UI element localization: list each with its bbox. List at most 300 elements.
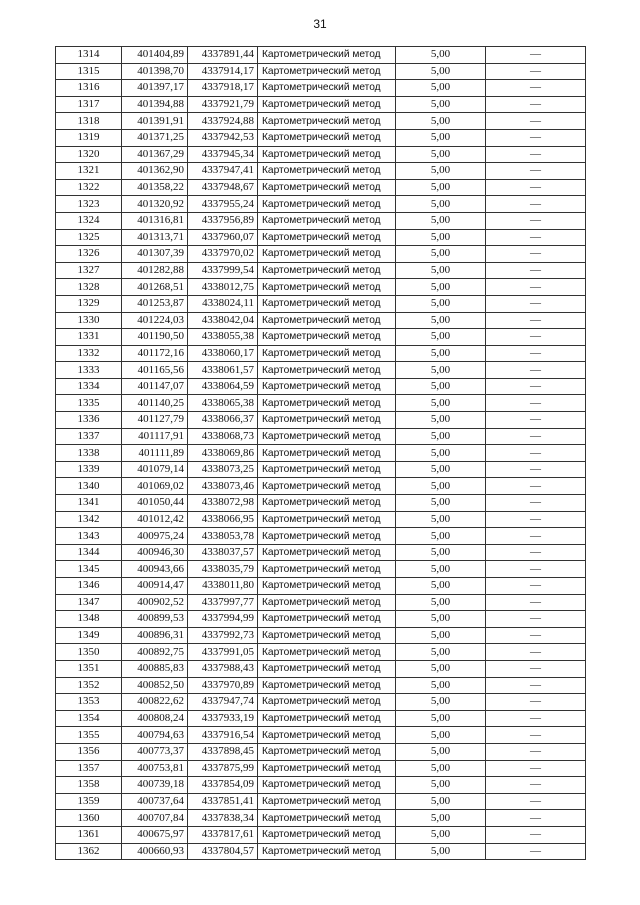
table-row (56, 511, 586, 528)
table-row (56, 146, 586, 163)
y-coordinate-cell: 4338073,46 (188, 478, 258, 495)
x-coordinate-cell: 400794,63 (122, 727, 188, 744)
y-coordinate-cell: 4338068,73 (188, 428, 258, 445)
method-cell: Картометрический метод (258, 710, 396, 727)
note-cell: — (486, 362, 586, 379)
y-coordinate-cell: 4337970,89 (188, 677, 258, 694)
point-number-cell: 1341 (56, 495, 122, 512)
method-cell: Картометрический метод (258, 329, 396, 346)
x-coordinate-cell: 401111,89 (122, 445, 188, 462)
y-coordinate-cell: 4337804,57 (188, 843, 258, 860)
x-coordinate-cell: 400852,50 (122, 677, 188, 694)
method-cell: Картометрический метод (258, 793, 396, 810)
point-number-cell: 1314 (56, 47, 122, 64)
point-number-cell: 1322 (56, 179, 122, 196)
point-number-cell: 1342 (56, 511, 122, 528)
table-row (56, 378, 586, 395)
note-cell: — (486, 113, 586, 130)
point-number-cell: 1346 (56, 578, 122, 595)
y-coordinate-cell: 4338069,86 (188, 445, 258, 462)
accuracy-cell: 5,00 (396, 113, 486, 130)
x-coordinate-cell: 400975,24 (122, 528, 188, 545)
x-coordinate-cell: 401404,89 (122, 47, 188, 64)
accuracy-cell: 5,00 (396, 511, 486, 528)
x-coordinate-cell: 401224,03 (122, 312, 188, 329)
y-coordinate-cell: 4337817,61 (188, 826, 258, 843)
accuracy-cell: 5,00 (396, 743, 486, 760)
note-cell: — (486, 528, 586, 545)
point-number-cell: 1334 (56, 378, 122, 395)
note-cell: — (486, 777, 586, 794)
note-cell: — (486, 627, 586, 644)
point-number-cell: 1359 (56, 793, 122, 810)
method-cell: Картометрический метод (258, 810, 396, 827)
y-coordinate-cell: 4337994,99 (188, 611, 258, 628)
y-coordinate-cell: 4337991,05 (188, 644, 258, 661)
x-coordinate-cell: 401394,88 (122, 96, 188, 113)
note-cell: — (486, 727, 586, 744)
point-number-cell: 1340 (56, 478, 122, 495)
x-coordinate-cell: 401172,16 (122, 345, 188, 362)
accuracy-cell: 5,00 (396, 826, 486, 843)
method-cell: Картометрический метод (258, 660, 396, 677)
y-coordinate-cell: 4337916,54 (188, 727, 258, 744)
y-coordinate-cell: 4337851,41 (188, 793, 258, 810)
note-cell: — (486, 96, 586, 113)
table-row (56, 196, 586, 213)
method-cell: Картометрический метод (258, 677, 396, 694)
point-number-cell: 1348 (56, 611, 122, 628)
note-cell: — (486, 129, 586, 146)
table-row (56, 428, 586, 445)
method-cell: Картометрический метод (258, 47, 396, 64)
note-cell: — (486, 295, 586, 312)
accuracy-cell: 5,00 (396, 279, 486, 296)
method-cell: Картометрический метод (258, 644, 396, 661)
y-coordinate-cell: 4337898,45 (188, 743, 258, 760)
note-cell: — (486, 412, 586, 429)
point-number-cell: 1352 (56, 677, 122, 694)
note-cell: — (486, 63, 586, 80)
table-row (56, 710, 586, 727)
y-coordinate-cell: 4338035,79 (188, 561, 258, 578)
method-cell: Картометрический метод (258, 179, 396, 196)
method-cell: Картометрический метод (258, 743, 396, 760)
table-row (56, 362, 586, 379)
y-coordinate-cell: 4338055,38 (188, 329, 258, 346)
x-coordinate-cell: 401313,71 (122, 229, 188, 246)
table-row (56, 163, 586, 180)
table-row (56, 47, 586, 64)
y-coordinate-cell: 4338073,25 (188, 461, 258, 478)
point-number-cell: 1351 (56, 660, 122, 677)
table-row (56, 445, 586, 462)
x-coordinate-cell: 401398,70 (122, 63, 188, 80)
method-cell: Картометрический метод (258, 212, 396, 229)
table-row (56, 229, 586, 246)
y-coordinate-cell: 4337947,41 (188, 163, 258, 180)
x-coordinate-cell: 401307,39 (122, 246, 188, 263)
point-number-cell: 1316 (56, 80, 122, 97)
x-coordinate-cell: 400902,52 (122, 594, 188, 611)
table-row (56, 544, 586, 561)
accuracy-cell: 5,00 (396, 47, 486, 64)
point-number-cell: 1337 (56, 428, 122, 445)
method-cell: Картометрический метод (258, 561, 396, 578)
table-row (56, 345, 586, 362)
point-number-cell: 1325 (56, 229, 122, 246)
accuracy-cell: 5,00 (396, 627, 486, 644)
accuracy-cell: 5,00 (396, 179, 486, 196)
table-row (56, 113, 586, 130)
note-cell: — (486, 660, 586, 677)
point-number-cell: 1350 (56, 644, 122, 661)
table-row (56, 826, 586, 843)
table-row (56, 279, 586, 296)
y-coordinate-cell: 4337970,02 (188, 246, 258, 263)
point-number-cell: 1361 (56, 826, 122, 843)
method-cell: Картометрический метод (258, 279, 396, 296)
accuracy-cell: 5,00 (396, 495, 486, 512)
point-number-cell: 1360 (56, 810, 122, 827)
point-number-cell: 1329 (56, 295, 122, 312)
method-cell: Картометрический метод (258, 262, 396, 279)
note-cell: — (486, 80, 586, 97)
method-cell: Картометрический метод (258, 163, 396, 180)
accuracy-cell: 5,00 (396, 63, 486, 80)
method-cell: Картометрический метод (258, 478, 396, 495)
method-cell: Картометрический метод (258, 694, 396, 711)
table-row (56, 412, 586, 429)
accuracy-cell: 5,00 (396, 412, 486, 429)
x-coordinate-cell: 401397,17 (122, 80, 188, 97)
accuracy-cell: 5,00 (396, 329, 486, 346)
table-row (56, 246, 586, 263)
table-row (56, 395, 586, 412)
table-row (56, 611, 586, 628)
table-row (56, 179, 586, 196)
table-row (56, 528, 586, 545)
note-cell: — (486, 561, 586, 578)
method-cell: Картометрический метод (258, 528, 396, 545)
note-cell: — (486, 694, 586, 711)
note-cell: — (486, 644, 586, 661)
method-cell: Картометрический метод (258, 196, 396, 213)
x-coordinate-cell: 400753,81 (122, 760, 188, 777)
coordinates-table (55, 46, 586, 860)
x-coordinate-cell: 400896,31 (122, 627, 188, 644)
x-coordinate-cell: 400943,66 (122, 561, 188, 578)
x-coordinate-cell: 401140,25 (122, 395, 188, 412)
table-row (56, 677, 586, 694)
method-cell: Картометрический метод (258, 727, 396, 744)
accuracy-cell: 5,00 (396, 544, 486, 561)
table-row (56, 694, 586, 711)
method-cell: Картометрический метод (258, 312, 396, 329)
accuracy-cell: 5,00 (396, 345, 486, 362)
note-cell: — (486, 677, 586, 694)
y-coordinate-cell: 4338066,37 (188, 412, 258, 429)
x-coordinate-cell: 400914,47 (122, 578, 188, 595)
x-coordinate-cell: 400773,37 (122, 743, 188, 760)
y-coordinate-cell: 4338060,17 (188, 345, 258, 362)
y-coordinate-cell: 4337960,07 (188, 229, 258, 246)
accuracy-cell: 5,00 (396, 611, 486, 628)
table-row (56, 295, 586, 312)
accuracy-cell: 5,00 (396, 163, 486, 180)
point-number-cell: 1353 (56, 694, 122, 711)
note-cell: — (486, 196, 586, 213)
x-coordinate-cell: 401127,79 (122, 412, 188, 429)
note-cell: — (486, 810, 586, 827)
note-cell: — (486, 262, 586, 279)
y-coordinate-cell: 4337948,67 (188, 179, 258, 196)
accuracy-cell: 5,00 (396, 760, 486, 777)
point-number-cell: 1317 (56, 96, 122, 113)
x-coordinate-cell: 400822,62 (122, 694, 188, 711)
point-number-cell: 1315 (56, 63, 122, 80)
x-coordinate-cell: 400899,53 (122, 611, 188, 628)
accuracy-cell: 5,00 (396, 843, 486, 860)
x-coordinate-cell: 401320,92 (122, 196, 188, 213)
note-cell: — (486, 611, 586, 628)
point-number-cell: 1358 (56, 777, 122, 794)
point-number-cell: 1330 (56, 312, 122, 329)
method-cell: Картометрический метод (258, 146, 396, 163)
note-cell: — (486, 312, 586, 329)
method-cell: Картометрический метод (258, 760, 396, 777)
y-coordinate-cell: 4337891,44 (188, 47, 258, 64)
table-row (56, 644, 586, 661)
x-coordinate-cell: 401371,25 (122, 129, 188, 146)
y-coordinate-cell: 4337921,79 (188, 96, 258, 113)
accuracy-cell: 5,00 (396, 594, 486, 611)
note-cell: — (486, 461, 586, 478)
y-coordinate-cell: 4337988,43 (188, 660, 258, 677)
x-coordinate-cell: 400739,18 (122, 777, 188, 794)
note-cell: — (486, 179, 586, 196)
accuracy-cell: 5,00 (396, 810, 486, 827)
note-cell: — (486, 445, 586, 462)
accuracy-cell: 5,00 (396, 96, 486, 113)
accuracy-cell: 5,00 (396, 378, 486, 395)
y-coordinate-cell: 4338066,95 (188, 511, 258, 528)
point-number-cell: 1328 (56, 279, 122, 296)
note-cell: — (486, 495, 586, 512)
x-coordinate-cell: 400675,97 (122, 826, 188, 843)
x-coordinate-cell: 401367,29 (122, 146, 188, 163)
x-coordinate-cell: 401050,44 (122, 495, 188, 512)
note-cell: — (486, 212, 586, 229)
note-cell: — (486, 428, 586, 445)
x-coordinate-cell: 400885,83 (122, 660, 188, 677)
x-coordinate-cell: 401362,90 (122, 163, 188, 180)
y-coordinate-cell: 4338064,59 (188, 378, 258, 395)
x-coordinate-cell: 400737,64 (122, 793, 188, 810)
note-cell: — (486, 710, 586, 727)
point-number-cell: 1319 (56, 129, 122, 146)
method-cell: Картометрический метод (258, 461, 396, 478)
y-coordinate-cell: 4338061,57 (188, 362, 258, 379)
method-cell: Картометрический метод (258, 428, 396, 445)
note-cell: — (486, 511, 586, 528)
accuracy-cell: 5,00 (396, 129, 486, 146)
y-coordinate-cell: 4338024,11 (188, 295, 258, 312)
x-coordinate-cell: 400660,93 (122, 843, 188, 860)
method-cell: Картометрический метод (258, 777, 396, 794)
table-row (56, 561, 586, 578)
point-number-cell: 1345 (56, 561, 122, 578)
note-cell: — (486, 793, 586, 810)
point-number-cell: 1355 (56, 727, 122, 744)
table-row (56, 312, 586, 329)
accuracy-cell: 5,00 (396, 793, 486, 810)
point-number-cell: 1333 (56, 362, 122, 379)
method-cell: Картометрический метод (258, 511, 396, 528)
y-coordinate-cell: 4338011,80 (188, 578, 258, 595)
x-coordinate-cell: 401069,02 (122, 478, 188, 495)
method-cell: Картометрический метод (258, 378, 396, 395)
point-number-cell: 1344 (56, 544, 122, 561)
table-row (56, 129, 586, 146)
accuracy-cell: 5,00 (396, 710, 486, 727)
point-number-cell: 1320 (56, 146, 122, 163)
method-cell: Картометрический метод (258, 295, 396, 312)
y-coordinate-cell: 4337933,19 (188, 710, 258, 727)
y-coordinate-cell: 4337947,74 (188, 694, 258, 711)
accuracy-cell: 5,00 (396, 478, 486, 495)
accuracy-cell: 5,00 (396, 295, 486, 312)
x-coordinate-cell: 400946,30 (122, 544, 188, 561)
x-coordinate-cell: 401391,91 (122, 113, 188, 130)
method-cell: Картометрический метод (258, 395, 396, 412)
y-coordinate-cell: 4337838,34 (188, 810, 258, 827)
point-number-cell: 1323 (56, 196, 122, 213)
x-coordinate-cell: 401190,50 (122, 329, 188, 346)
note-cell: — (486, 246, 586, 263)
accuracy-cell: 5,00 (396, 246, 486, 263)
point-number-cell: 1347 (56, 594, 122, 611)
method-cell: Картометрический метод (258, 80, 396, 97)
x-coordinate-cell: 401147,07 (122, 378, 188, 395)
point-number-cell: 1338 (56, 445, 122, 462)
table-row (56, 63, 586, 80)
accuracy-cell: 5,00 (396, 196, 486, 213)
note-cell: — (486, 345, 586, 362)
accuracy-cell: 5,00 (396, 578, 486, 595)
point-number-cell: 1356 (56, 743, 122, 760)
x-coordinate-cell: 400892,75 (122, 644, 188, 661)
table-row (56, 810, 586, 827)
y-coordinate-cell: 4338072,98 (188, 495, 258, 512)
x-coordinate-cell: 401117,91 (122, 428, 188, 445)
x-coordinate-cell: 401268,51 (122, 279, 188, 296)
accuracy-cell: 5,00 (396, 727, 486, 744)
accuracy-cell: 5,00 (396, 312, 486, 329)
accuracy-cell: 5,00 (396, 461, 486, 478)
table-row (56, 843, 586, 860)
note-cell: — (486, 395, 586, 412)
note-cell: — (486, 594, 586, 611)
x-coordinate-cell: 401358,22 (122, 179, 188, 196)
accuracy-cell: 5,00 (396, 561, 486, 578)
method-cell: Картометрический метод (258, 495, 396, 512)
accuracy-cell: 5,00 (396, 262, 486, 279)
point-number-cell: 1343 (56, 528, 122, 545)
x-coordinate-cell: 400808,24 (122, 710, 188, 727)
y-coordinate-cell: 4337992,73 (188, 627, 258, 644)
x-coordinate-cell: 401253,87 (122, 295, 188, 312)
point-number-cell: 1354 (56, 710, 122, 727)
y-coordinate-cell: 4337945,34 (188, 146, 258, 163)
point-number-cell: 1357 (56, 760, 122, 777)
y-coordinate-cell: 4338065,38 (188, 395, 258, 412)
y-coordinate-cell: 4338042,04 (188, 312, 258, 329)
method-cell: Картометрический метод (258, 611, 396, 628)
method-cell: Картометрический метод (258, 594, 396, 611)
accuracy-cell: 5,00 (396, 644, 486, 661)
point-number-cell: 1331 (56, 329, 122, 346)
note-cell: — (486, 826, 586, 843)
y-coordinate-cell: 4337918,17 (188, 80, 258, 97)
note-cell: — (486, 544, 586, 561)
x-coordinate-cell: 401316,81 (122, 212, 188, 229)
note-cell: — (486, 578, 586, 595)
point-number-cell: 1321 (56, 163, 122, 180)
method-cell: Картометрический метод (258, 113, 396, 130)
accuracy-cell: 5,00 (396, 777, 486, 794)
table-row (56, 777, 586, 794)
page-number: 31 (313, 17, 327, 31)
accuracy-cell: 5,00 (396, 660, 486, 677)
accuracy-cell: 5,00 (396, 445, 486, 462)
table-row (56, 594, 586, 611)
method-cell: Картометрический метод (258, 345, 396, 362)
point-number-cell: 1349 (56, 627, 122, 644)
accuracy-cell: 5,00 (396, 146, 486, 163)
accuracy-cell: 5,00 (396, 677, 486, 694)
y-coordinate-cell: 4337854,09 (188, 777, 258, 794)
method-cell: Картометрический метод (258, 544, 396, 561)
accuracy-cell: 5,00 (396, 212, 486, 229)
table-row (56, 743, 586, 760)
note-cell: — (486, 378, 586, 395)
point-number-cell: 1336 (56, 412, 122, 429)
table-row (56, 212, 586, 229)
note-cell: — (486, 743, 586, 760)
y-coordinate-cell: 4338037,57 (188, 544, 258, 561)
point-number-cell: 1324 (56, 212, 122, 229)
y-coordinate-cell: 4337924,88 (188, 113, 258, 130)
accuracy-cell: 5,00 (396, 229, 486, 246)
note-cell: — (486, 329, 586, 346)
method-cell: Картометрический метод (258, 826, 396, 843)
table-row (56, 329, 586, 346)
table-row (56, 478, 586, 495)
note-cell: — (486, 47, 586, 64)
table-row (56, 80, 586, 97)
point-number-cell: 1318 (56, 113, 122, 130)
method-cell: Картометрический метод (258, 229, 396, 246)
table-row (56, 660, 586, 677)
table-row (56, 461, 586, 478)
note-cell: — (486, 279, 586, 296)
method-cell: Картометрический метод (258, 843, 396, 860)
table-row (56, 262, 586, 279)
point-number-cell: 1332 (56, 345, 122, 362)
note-cell: — (486, 478, 586, 495)
method-cell: Картометрический метод (258, 578, 396, 595)
